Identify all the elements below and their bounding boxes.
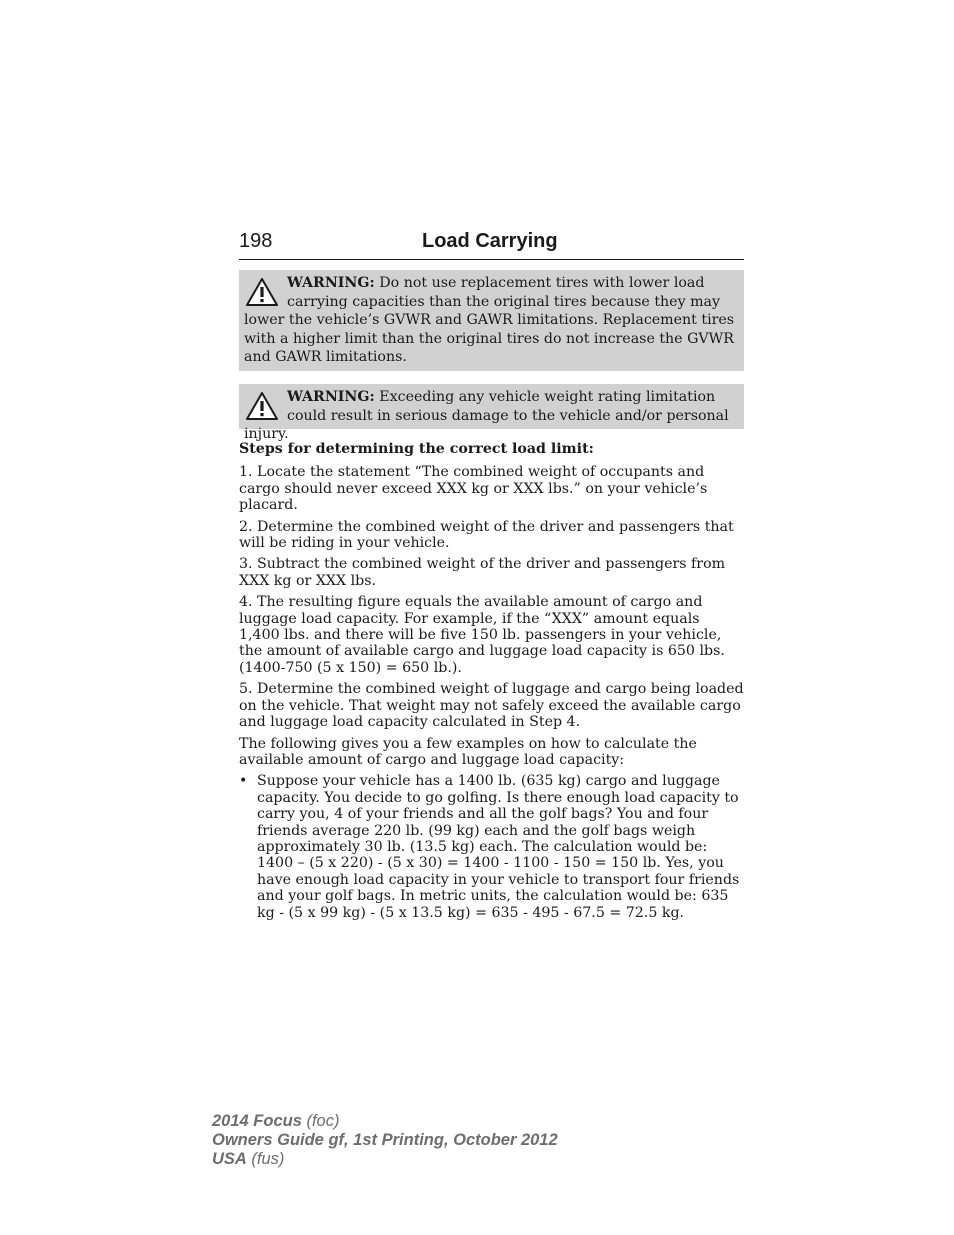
warning-label: WARNING:	[287, 275, 375, 291]
warning-text: Do not use replacement tires with lower load carrying capacities than the original tires because they may lower the vehicle’s GVWR and GAWR limitations. Replacement tires with a higher limit than the original tires do not increase the GVWR and GAWR limitations.	[244, 275, 735, 366]
footer-model-code: (foc)	[301, 1112, 340, 1130]
warning-triangle-icon	[245, 277, 279, 307]
step-4: 4. The resulting figure equals the available amount of cargo and luggage load capacity. For example, if the “XXX” amount equals 1,400 lbs. and there will be five 150 lb. passengers in your vehicle, the amount of available cargo and luggage load capacity is 650 lbs. (1400-750 (5 x 150) = 650 lb.).	[239, 594, 725, 676]
steps-heading: Steps for determining the correct load limit:	[239, 441, 594, 457]
step-3: 3. Subtract the combined weight of the driver and passengers from XXX kg or XXX lbs.	[239, 556, 726, 589]
main-content	[239, 441, 744, 921]
footer-line-3	[212, 1150, 558, 1169]
page-header	[239, 228, 744, 260]
footer-model: 2014 Focus	[212, 1112, 302, 1130]
step-1: 1. Locate the statement “The combined weight of occupants and cargo should never exceed XXX kg or XXX lbs.” on your vehicle’s placard.	[239, 464, 708, 514]
page-number: 198	[239, 230, 273, 252]
warning-triangle-icon	[245, 391, 279, 421]
footer-line-1	[212, 1112, 558, 1131]
section-title: Load Carrying	[422, 230, 558, 252]
examples-intro: The following gives you a few examples on how to calculate the available amount of cargo and luggage load capacity:	[239, 735, 697, 768]
warning-box-2	[239, 384, 744, 443]
bullet-text: Suppose your vehicle has a 1400 lb. (635 kg) cargo and luggage capacity. You decide to go golfing. Is there enough load capacity to carry you, 4 of your friends and all the golf bags? You and four friends average 220 lb. (99 kg) each and the golf bags weigh approximately 30 lb. (13.5 kg) each. The calculation would be: 1400 – (5 x 220) - (5 x 30) = 1400 - 1100 - 150 = 150 lb. Yes, you have enough load capacity in your vehicle to transport four friends and your golf bags. In metric units, the calculation would be: 635 kg - (5 x 99 kg) - (5 x 13.5 kg) = 635 - 495 - 67.5 = 72.5 kg.	[257, 773, 740, 921]
warning-box-1	[239, 270, 744, 371]
footer-line-2: Owners Guide gf, 1st Printing, October 2012	[212, 1131, 558, 1149]
footer-market: USA	[212, 1150, 247, 1168]
warning-label: WARNING:	[287, 389, 375, 405]
bullet-marker: •	[239, 773, 248, 790]
footer-market-code: (fus)	[246, 1150, 285, 1168]
step-2: 2. Determine the combined weight of the driver and passengers that will be riding in your vehicle.	[239, 518, 734, 552]
page-footer	[212, 1112, 558, 1169]
warning-text: Exceeding any vehicle weight rating limitation could result in serious damage to the vehicle and/or personal injury.	[244, 389, 729, 443]
step-5: 5. Determine the combined weight of luggage and cargo being loaded on the vehicle. That weight may not safely exceed the available cargo and luggage load capacity calculated in Step 4.	[239, 681, 744, 731]
list-item	[239, 773, 744, 921]
